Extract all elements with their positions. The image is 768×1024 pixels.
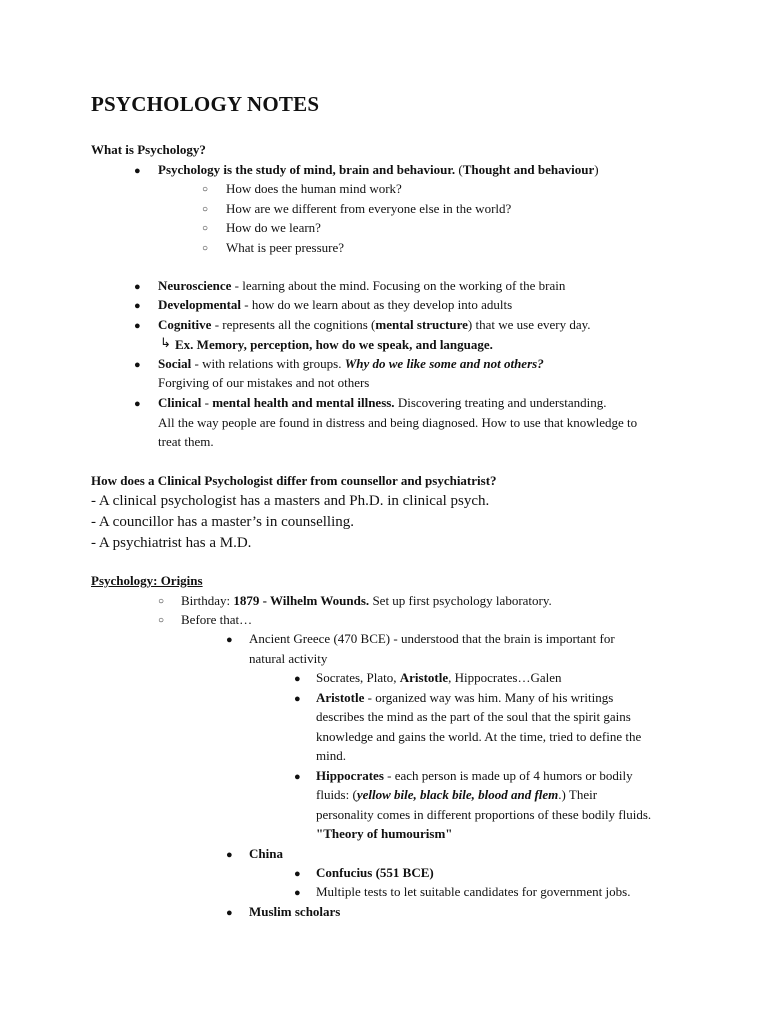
- bullet-icon: ●: [294, 771, 301, 783]
- hippocrates-line: Hippocrates - each person is made up of 4 humors or bodily: [316, 768, 633, 783]
- bullet-icon: ●: [134, 300, 141, 312]
- theory-of-humourism: "Theory of humourism": [316, 826, 453, 841]
- bullet-icon: ●: [134, 281, 141, 293]
- philosophers-line: Socrates, Plato, Aristotle, Hippocrates…Galen: [316, 670, 562, 685]
- social-continuation: Forgiving of our mistakes and not others: [158, 375, 370, 390]
- before-that-line: Before that…: [181, 612, 253, 627]
- bullet-icon: ●: [134, 398, 141, 410]
- cognitive-example: Ex. Memory, perception, how do we speak, and language.: [175, 337, 493, 352]
- china-heading: China: [249, 846, 283, 861]
- difference-line: - A clinical psychologist has a masters and Ph.D. in clinical psych.: [91, 493, 490, 509]
- question-item: How do we learn?: [226, 220, 321, 235]
- branch-neuroscience: Neuroscience - learning about the mind. Focusing on the working of the brain: [158, 278, 566, 293]
- difference-line: - A councillor has a master’s in counselling.: [91, 514, 355, 530]
- circle-bullet-icon: ○: [158, 615, 165, 626]
- bullet-icon: ●: [294, 887, 301, 899]
- clinical-continuation: treat them.: [158, 434, 214, 449]
- circle-bullet-icon: ○: [202, 223, 209, 234]
- bullet-icon: ●: [134, 165, 141, 177]
- bullet-icon: ●: [294, 693, 301, 705]
- bullet-icon: ●: [226, 849, 233, 861]
- aristotle-continuation: knowledge and gains the world. At the time, tried to define the: [316, 729, 642, 744]
- aristotle-continuation: mind.: [316, 748, 346, 763]
- arrow-icon: ↳: [160, 336, 171, 351]
- confucius-line: Confucius (551 BCE): [316, 865, 434, 880]
- bullet-icon: ●: [226, 907, 233, 919]
- branch-developmental: Developmental - how do we learn about as they develop into adults: [158, 297, 513, 312]
- branch-clinical: Clinical - mental health and mental illness. Discovering treating and understanding.: [158, 395, 607, 410]
- ancient-greece-line: Ancient Greece (470 BCE) - understood that the brain is important for: [249, 631, 615, 646]
- bullet-icon: ●: [294, 868, 301, 880]
- circle-bullet-icon: ○: [202, 184, 209, 195]
- hippocrates-fluids: fluids: (yellow bile, black bile, blood and flem.) Their: [316, 787, 598, 802]
- definition-line: Psychology is the study of mind, brain and behaviour. (Thought and behaviour): [158, 162, 599, 177]
- bullet-icon: ●: [134, 320, 141, 332]
- bullet-icon: ●: [134, 359, 141, 371]
- question-item: How are we different from everyone else in the world?: [226, 201, 512, 216]
- section-heading-origins: Psychology: Origins: [91, 573, 203, 588]
- ancient-greece-continuation: natural activity: [249, 651, 328, 666]
- circle-bullet-icon: ○: [158, 596, 165, 607]
- tests-line: Multiple tests to let suitable candidates for government jobs.: [316, 884, 631, 899]
- section-heading-clinical-difference: How does a Clinical Psychologist differ from counsellor and psychiatrist?: [91, 473, 497, 488]
- question-item: What is peer pressure?: [226, 240, 345, 255]
- branch-social: Social - with relations with groups. Why do we like some and not others?: [158, 356, 544, 371]
- muslim-scholars-heading: Muslim scholars: [249, 904, 341, 919]
- circle-bullet-icon: ○: [202, 204, 209, 215]
- aristotle-continuation: describes the mind as the part of the soul that the spirit gains: [316, 709, 631, 724]
- bullet-icon: ●: [294, 673, 301, 685]
- section-heading-what-is-psychology: What is Psychology?: [91, 142, 206, 157]
- birthday-line: Birthday: 1879 - Wilhelm Wounds. Set up first psychology laboratory.: [181, 593, 552, 608]
- aristotle-line: Aristotle - organized way was him. Many of his writings: [316, 690, 614, 705]
- circle-bullet-icon: ○: [202, 243, 209, 254]
- page-title: PSYCHOLOGY NOTES: [91, 92, 320, 116]
- branch-cognitive: Cognitive - represents all the cognitions (mental structure) that we use every day.: [158, 317, 591, 332]
- question-item: How does the human mind work?: [226, 181, 402, 196]
- hippocrates-continuation: personality comes in different proportions of these bodily fluids.: [316, 807, 652, 822]
- bullet-icon: ●: [226, 634, 233, 646]
- clinical-continuation: All the way people are found in distress and being diagnosed. How to use that knowledge to: [158, 415, 638, 430]
- difference-line: - A psychiatrist has a M.D.: [91, 535, 252, 551]
